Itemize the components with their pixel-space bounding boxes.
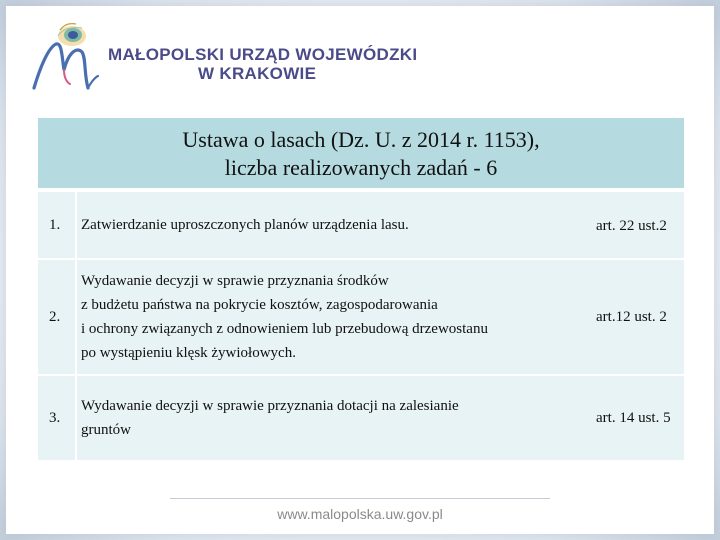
task-description xyxy=(81,394,459,442)
footer-url[interactable]: www.malopolska.uw.gov.pl xyxy=(277,506,443,522)
row-number-cell xyxy=(38,192,75,258)
legal-reference-cell xyxy=(593,376,684,460)
task-description-line: z budżetu państwa na pokrycie kosztów, zagospodarowania xyxy=(81,297,438,313)
task-description-line: Wydawanie decyzji w sprawie przyznania dotacji na zalesianie xyxy=(81,398,459,414)
footer-divider xyxy=(170,498,550,499)
task-description-line: gruntów xyxy=(81,422,131,438)
task-description-cell xyxy=(77,192,629,258)
organization-name-line1: MAŁOPOLSKI URZĄD WOJEWÓDZKI xyxy=(108,45,418,64)
row-number-cell xyxy=(38,260,75,374)
row-number: 1. xyxy=(49,216,61,233)
row-number-cell xyxy=(38,376,75,460)
table-title xyxy=(38,118,684,188)
table-row xyxy=(38,376,684,460)
task-description-line: i ochrony związanych z odnowieniem lub przebudową drzewostanu xyxy=(81,321,488,337)
row-number: 2. xyxy=(49,308,61,325)
legal-reference: art.12 ust. 2 xyxy=(596,308,667,325)
legal-reference-cell xyxy=(593,260,684,374)
task-description-line: Zatwierdzanie uproszczonych planów urządzenia lasu. xyxy=(81,217,409,233)
task-description-cell xyxy=(77,260,629,374)
legal-reference: art. 22 ust.2 xyxy=(596,218,667,234)
row-number: 3. xyxy=(49,409,61,426)
task-description xyxy=(81,213,409,237)
table-title-line1: Ustawa o lasach (Dz. U. z 2014 r. 1153), xyxy=(182,127,540,152)
task-description xyxy=(81,269,488,365)
organization-name-line2: W KRAKOWIE xyxy=(198,64,317,83)
task-description-line: Wydawanie decyzji w sprawie przyznania środków xyxy=(81,273,389,289)
table-row xyxy=(38,260,684,374)
organization-name xyxy=(108,45,417,83)
legal-reference-cell xyxy=(593,192,684,258)
table-row xyxy=(38,192,684,258)
malopolska-logo-icon xyxy=(26,18,116,98)
task-description-line: po wystąpieniu klęsk żywiołowych. xyxy=(81,345,296,361)
task-description-cell xyxy=(77,376,629,460)
legal-reference: art. 14 ust. 5 xyxy=(596,409,671,426)
table-title-line2: liczba realizowanych zadań - 6 xyxy=(224,155,498,180)
